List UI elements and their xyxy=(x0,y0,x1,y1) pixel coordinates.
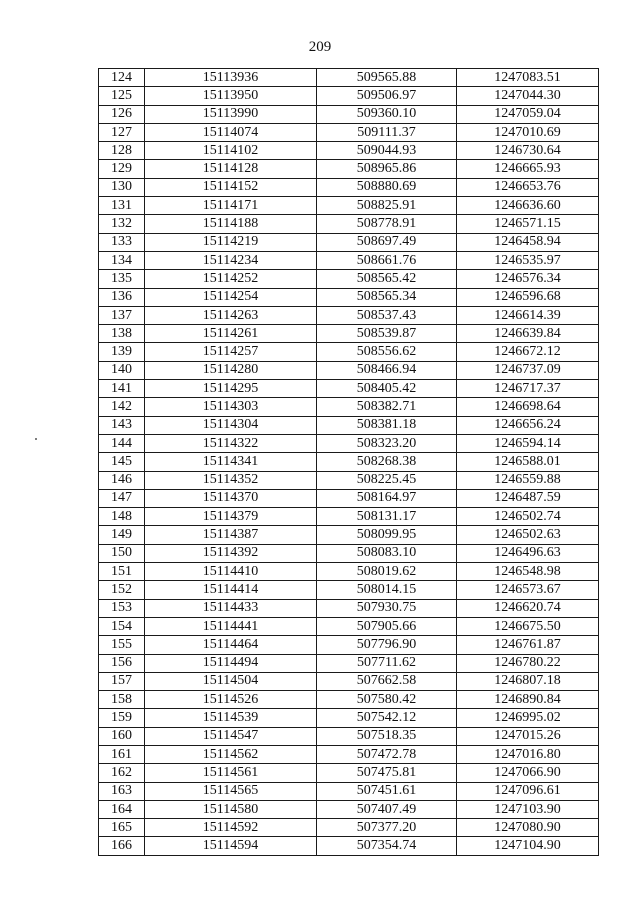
y-coordinate-cell: 1246548.98 xyxy=(457,563,599,581)
x-coordinate-cell: 508825.91 xyxy=(317,197,457,215)
point-id-cell: 15114188 xyxy=(145,215,317,233)
y-coordinate-cell: 1246614.39 xyxy=(457,306,599,324)
x-coordinate-cell: 509565.88 xyxy=(317,69,457,87)
row-number-cell: 148 xyxy=(99,508,145,526)
x-coordinate-cell: 507377.20 xyxy=(317,819,457,837)
table-row xyxy=(99,215,599,233)
table-row xyxy=(99,380,599,398)
x-coordinate-cell: 508164.97 xyxy=(317,489,457,507)
point-id-cell: 15114234 xyxy=(145,251,317,269)
point-id-cell: 15114379 xyxy=(145,508,317,526)
row-number-cell: 163 xyxy=(99,782,145,800)
x-coordinate-cell: 507796.90 xyxy=(317,636,457,654)
x-coordinate-cell: 508661.76 xyxy=(317,251,457,269)
y-coordinate-cell: 1247083.51 xyxy=(457,69,599,87)
table-row xyxy=(99,617,599,635)
x-coordinate-cell: 509506.97 xyxy=(317,87,457,105)
point-id-cell: 15114341 xyxy=(145,453,317,471)
coordinates-table-body xyxy=(99,69,599,856)
row-number-cell: 155 xyxy=(99,636,145,654)
point-id-cell: 15114414 xyxy=(145,581,317,599)
point-id-cell: 15113950 xyxy=(145,87,317,105)
y-coordinate-cell: 1247066.90 xyxy=(457,764,599,782)
row-number-cell: 153 xyxy=(99,599,145,617)
table-row xyxy=(99,800,599,818)
x-coordinate-cell: 508014.15 xyxy=(317,581,457,599)
table-row xyxy=(99,434,599,452)
table-row xyxy=(99,361,599,379)
table-row xyxy=(99,819,599,837)
x-coordinate-cell: 507475.81 xyxy=(317,764,457,782)
table-row xyxy=(99,782,599,800)
y-coordinate-cell: 1246487.59 xyxy=(457,489,599,507)
x-coordinate-cell: 508323.20 xyxy=(317,434,457,452)
table-row xyxy=(99,142,599,160)
table-row xyxy=(99,745,599,763)
point-id-cell: 15114580 xyxy=(145,800,317,818)
y-coordinate-cell: 1247080.90 xyxy=(457,819,599,837)
y-coordinate-cell: 1247059.04 xyxy=(457,105,599,123)
point-id-cell: 15114254 xyxy=(145,288,317,306)
x-coordinate-cell: 508131.17 xyxy=(317,508,457,526)
row-number-cell: 156 xyxy=(99,654,145,672)
table-row xyxy=(99,416,599,434)
point-id-cell: 15114526 xyxy=(145,691,317,709)
row-number-cell: 137 xyxy=(99,306,145,324)
point-id-cell: 15114074 xyxy=(145,123,317,141)
table-row xyxy=(99,709,599,727)
row-number-cell: 150 xyxy=(99,544,145,562)
point-id-cell: 15114261 xyxy=(145,325,317,343)
y-coordinate-cell: 1246807.18 xyxy=(457,672,599,690)
point-id-cell: 15114352 xyxy=(145,471,317,489)
table-row xyxy=(99,343,599,361)
x-coordinate-cell: 508099.95 xyxy=(317,526,457,544)
row-number-cell: 157 xyxy=(99,672,145,690)
row-number-cell: 140 xyxy=(99,361,145,379)
table-row xyxy=(99,251,599,269)
x-coordinate-cell: 508405.42 xyxy=(317,380,457,398)
table-row xyxy=(99,508,599,526)
point-id-cell: 15114504 xyxy=(145,672,317,690)
y-coordinate-cell: 1246502.74 xyxy=(457,508,599,526)
y-coordinate-cell: 1246502.63 xyxy=(457,526,599,544)
point-id-cell: 15114592 xyxy=(145,819,317,837)
row-number-cell: 134 xyxy=(99,251,145,269)
page-number: 209 xyxy=(308,39,332,55)
y-coordinate-cell: 1246672.12 xyxy=(457,343,599,361)
point-id-cell: 15114464 xyxy=(145,636,317,654)
x-coordinate-cell: 507518.35 xyxy=(317,727,457,745)
y-coordinate-cell: 1246535.97 xyxy=(457,251,599,269)
row-number-cell: 126 xyxy=(99,105,145,123)
x-coordinate-cell: 507905.66 xyxy=(317,617,457,635)
y-coordinate-cell: 1246573.67 xyxy=(457,581,599,599)
table-row xyxy=(99,581,599,599)
table-row xyxy=(99,178,599,196)
x-coordinate-cell: 508466.94 xyxy=(317,361,457,379)
x-coordinate-cell: 508556.62 xyxy=(317,343,457,361)
row-number-cell: 132 xyxy=(99,215,145,233)
row-number-cell: 138 xyxy=(99,325,145,343)
y-coordinate-cell: 1246890.84 xyxy=(457,691,599,709)
row-number-cell: 160 xyxy=(99,727,145,745)
y-coordinate-cell: 1247044.30 xyxy=(457,87,599,105)
x-coordinate-cell: 507542.12 xyxy=(317,709,457,727)
row-number-cell: 143 xyxy=(99,416,145,434)
table-row xyxy=(99,727,599,745)
row-number-cell: 146 xyxy=(99,471,145,489)
x-coordinate-cell: 507407.49 xyxy=(317,800,457,818)
row-number-cell: 124 xyxy=(99,69,145,87)
y-coordinate-cell: 1246496.63 xyxy=(457,544,599,562)
point-id-cell: 15114257 xyxy=(145,343,317,361)
point-id-cell: 15114322 xyxy=(145,434,317,452)
point-id-cell: 15114295 xyxy=(145,380,317,398)
x-coordinate-cell: 507472.78 xyxy=(317,745,457,763)
y-coordinate-cell: 1246576.34 xyxy=(457,270,599,288)
table-row xyxy=(99,563,599,581)
y-coordinate-cell: 1247016.80 xyxy=(457,745,599,763)
point-id-cell: 15114387 xyxy=(145,526,317,544)
scan-speck xyxy=(35,438,37,440)
point-id-cell: 15114539 xyxy=(145,709,317,727)
point-id-cell: 15114441 xyxy=(145,617,317,635)
y-coordinate-cell: 1246780.22 xyxy=(457,654,599,672)
row-number-cell: 135 xyxy=(99,270,145,288)
y-coordinate-cell: 1246737.09 xyxy=(457,361,599,379)
table-row xyxy=(99,764,599,782)
point-id-cell: 15114252 xyxy=(145,270,317,288)
x-coordinate-cell: 508565.34 xyxy=(317,288,457,306)
y-coordinate-cell: 1246596.68 xyxy=(457,288,599,306)
row-number-cell: 161 xyxy=(99,745,145,763)
x-coordinate-cell: 509044.93 xyxy=(317,142,457,160)
y-coordinate-cell: 1246730.64 xyxy=(457,142,599,160)
table-row xyxy=(99,599,599,617)
table-row xyxy=(99,87,599,105)
row-number-cell: 166 xyxy=(99,837,145,855)
x-coordinate-cell: 508225.45 xyxy=(317,471,457,489)
y-coordinate-cell: 1246571.15 xyxy=(457,215,599,233)
point-id-cell: 15114561 xyxy=(145,764,317,782)
table-row xyxy=(99,544,599,562)
x-coordinate-cell: 508965.86 xyxy=(317,160,457,178)
table-row xyxy=(99,654,599,672)
point-id-cell: 15114263 xyxy=(145,306,317,324)
y-coordinate-cell: 1247010.69 xyxy=(457,123,599,141)
row-number-cell: 164 xyxy=(99,800,145,818)
table-row xyxy=(99,105,599,123)
x-coordinate-cell: 507580.42 xyxy=(317,691,457,709)
row-number-cell: 129 xyxy=(99,160,145,178)
point-id-cell: 15114171 xyxy=(145,197,317,215)
row-number-cell: 159 xyxy=(99,709,145,727)
row-number-cell: 158 xyxy=(99,691,145,709)
x-coordinate-cell: 507711.62 xyxy=(317,654,457,672)
point-id-cell: 15114547 xyxy=(145,727,317,745)
x-coordinate-cell: 507930.75 xyxy=(317,599,457,617)
table-row xyxy=(99,197,599,215)
x-coordinate-cell: 509111.37 xyxy=(317,123,457,141)
point-id-cell: 15114280 xyxy=(145,361,317,379)
row-number-cell: 149 xyxy=(99,526,145,544)
y-coordinate-cell: 1246588.01 xyxy=(457,453,599,471)
y-coordinate-cell: 1247103.90 xyxy=(457,800,599,818)
point-id-cell: 15114410 xyxy=(145,563,317,581)
row-number-cell: 154 xyxy=(99,617,145,635)
x-coordinate-cell: 508697.49 xyxy=(317,233,457,251)
row-number-cell: 162 xyxy=(99,764,145,782)
y-coordinate-cell: 1246675.50 xyxy=(457,617,599,635)
table-row xyxy=(99,398,599,416)
x-coordinate-cell: 508880.69 xyxy=(317,178,457,196)
y-coordinate-cell: 1246717.37 xyxy=(457,380,599,398)
row-number-cell: 131 xyxy=(99,197,145,215)
x-coordinate-cell: 508083.10 xyxy=(317,544,457,562)
point-id-cell: 15114594 xyxy=(145,837,317,855)
table-row xyxy=(99,160,599,178)
row-number-cell: 128 xyxy=(99,142,145,160)
y-coordinate-cell: 1247096.61 xyxy=(457,782,599,800)
table-row xyxy=(99,526,599,544)
x-coordinate-cell: 508381.18 xyxy=(317,416,457,434)
table-row xyxy=(99,69,599,87)
y-coordinate-cell: 1246639.84 xyxy=(457,325,599,343)
row-number-cell: 125 xyxy=(99,87,145,105)
row-number-cell: 152 xyxy=(99,581,145,599)
point-id-cell: 15114370 xyxy=(145,489,317,507)
table-row xyxy=(99,691,599,709)
row-number-cell: 165 xyxy=(99,819,145,837)
row-number-cell: 133 xyxy=(99,233,145,251)
x-coordinate-cell: 507662.58 xyxy=(317,672,457,690)
point-id-cell: 15114304 xyxy=(145,416,317,434)
row-number-cell: 142 xyxy=(99,398,145,416)
y-coordinate-cell: 1246698.64 xyxy=(457,398,599,416)
point-id-cell: 15113990 xyxy=(145,105,317,123)
row-number-cell: 151 xyxy=(99,563,145,581)
point-id-cell: 15114128 xyxy=(145,160,317,178)
x-coordinate-cell: 508268.38 xyxy=(317,453,457,471)
row-number-cell: 141 xyxy=(99,380,145,398)
row-number-cell: 144 xyxy=(99,434,145,452)
x-coordinate-cell: 509360.10 xyxy=(317,105,457,123)
table-row xyxy=(99,306,599,324)
y-coordinate-cell: 1246656.24 xyxy=(457,416,599,434)
x-coordinate-cell: 508382.71 xyxy=(317,398,457,416)
table-row xyxy=(99,471,599,489)
y-coordinate-cell: 1246995.02 xyxy=(457,709,599,727)
point-id-cell: 15114494 xyxy=(145,654,317,672)
y-coordinate-cell: 1247015.26 xyxy=(457,727,599,745)
x-coordinate-cell: 507451.61 xyxy=(317,782,457,800)
row-number-cell: 127 xyxy=(99,123,145,141)
table-row xyxy=(99,270,599,288)
x-coordinate-cell: 508019.62 xyxy=(317,563,457,581)
point-id-cell: 15114152 xyxy=(145,178,317,196)
y-coordinate-cell: 1246761.87 xyxy=(457,636,599,654)
x-coordinate-cell: 508565.42 xyxy=(317,270,457,288)
row-number-cell: 147 xyxy=(99,489,145,507)
row-number-cell: 139 xyxy=(99,343,145,361)
x-coordinate-cell: 508537.43 xyxy=(317,306,457,324)
point-id-cell: 15114433 xyxy=(145,599,317,617)
table-row xyxy=(99,325,599,343)
row-number-cell: 145 xyxy=(99,453,145,471)
point-id-cell: 15114565 xyxy=(145,782,317,800)
point-id-cell: 15114392 xyxy=(145,544,317,562)
table-row xyxy=(99,288,599,306)
y-coordinate-cell: 1247104.90 xyxy=(457,837,599,855)
table-row xyxy=(99,672,599,690)
table-row xyxy=(99,636,599,654)
x-coordinate-cell: 508539.87 xyxy=(317,325,457,343)
row-number-cell: 130 xyxy=(99,178,145,196)
table-row xyxy=(99,837,599,855)
y-coordinate-cell: 1246665.93 xyxy=(457,160,599,178)
row-number-cell: 136 xyxy=(99,288,145,306)
y-coordinate-cell: 1246620.74 xyxy=(457,599,599,617)
table-row xyxy=(99,489,599,507)
table-row xyxy=(99,453,599,471)
x-coordinate-cell: 507354.74 xyxy=(317,837,457,855)
y-coordinate-cell: 1246559.88 xyxy=(457,471,599,489)
x-coordinate-cell: 508778.91 xyxy=(317,215,457,233)
table-row xyxy=(99,123,599,141)
coordinates-table xyxy=(98,68,599,856)
point-id-cell: 15114303 xyxy=(145,398,317,416)
y-coordinate-cell: 1246458.94 xyxy=(457,233,599,251)
point-id-cell: 15114102 xyxy=(145,142,317,160)
y-coordinate-cell: 1246653.76 xyxy=(457,178,599,196)
y-coordinate-cell: 1246594.14 xyxy=(457,434,599,452)
table-row xyxy=(99,233,599,251)
point-id-cell: 15114219 xyxy=(145,233,317,251)
point-id-cell: 15113936 xyxy=(145,69,317,87)
point-id-cell: 15114562 xyxy=(145,745,317,763)
y-coordinate-cell: 1246636.60 xyxy=(457,197,599,215)
